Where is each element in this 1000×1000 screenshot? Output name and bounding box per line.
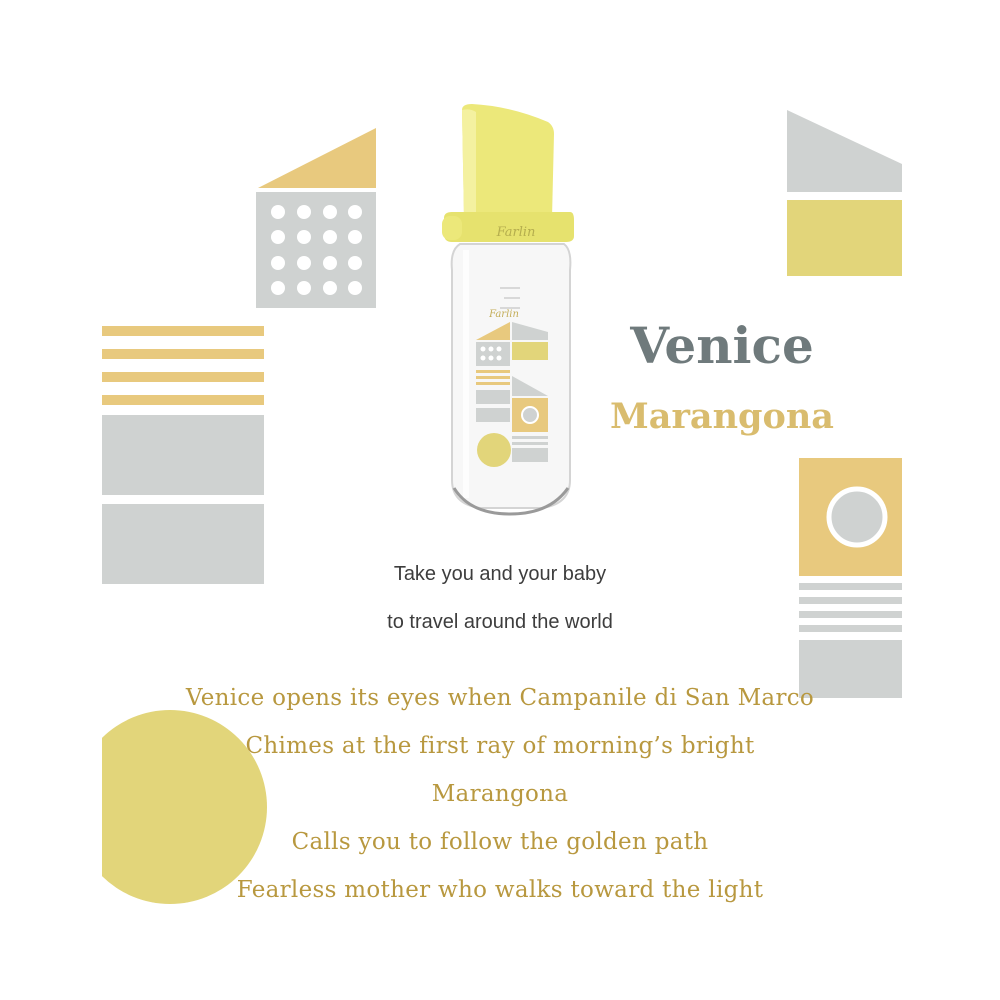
decor-stripe xyxy=(102,372,264,382)
decor-stripe xyxy=(799,597,902,604)
poem-line: Chimes at the first ray of morning’s bright xyxy=(245,733,755,759)
decor-roof-right xyxy=(787,110,902,192)
label-brand-logo: Farlin xyxy=(489,309,519,320)
decor-circle-block xyxy=(799,458,902,576)
decor-grey-block xyxy=(102,415,264,495)
decor-yellow-block xyxy=(787,200,902,276)
page-subtitle: Marangona xyxy=(610,396,834,437)
decor-stripe xyxy=(102,395,264,405)
cap-brand-logo: Farlin xyxy=(496,225,536,240)
poem-line: Fearless mother who walks toward the light xyxy=(236,877,764,903)
decor-stripe xyxy=(102,326,264,336)
tagline-line: to travel around the world xyxy=(387,611,613,633)
poem-line: Venice opens its eyes when Campanile di San Marco xyxy=(185,685,815,711)
baby-bottle xyxy=(430,100,580,520)
decor-dotted-block xyxy=(256,192,376,308)
tagline-line: Take you and your baby xyxy=(393,563,607,585)
decor-stripe xyxy=(102,349,264,359)
poem-line: Calls you to follow the golden path xyxy=(291,829,709,855)
decor-roof-left xyxy=(258,128,376,188)
page-title: Venice xyxy=(630,316,814,375)
poem-line: Marangona xyxy=(431,781,569,807)
